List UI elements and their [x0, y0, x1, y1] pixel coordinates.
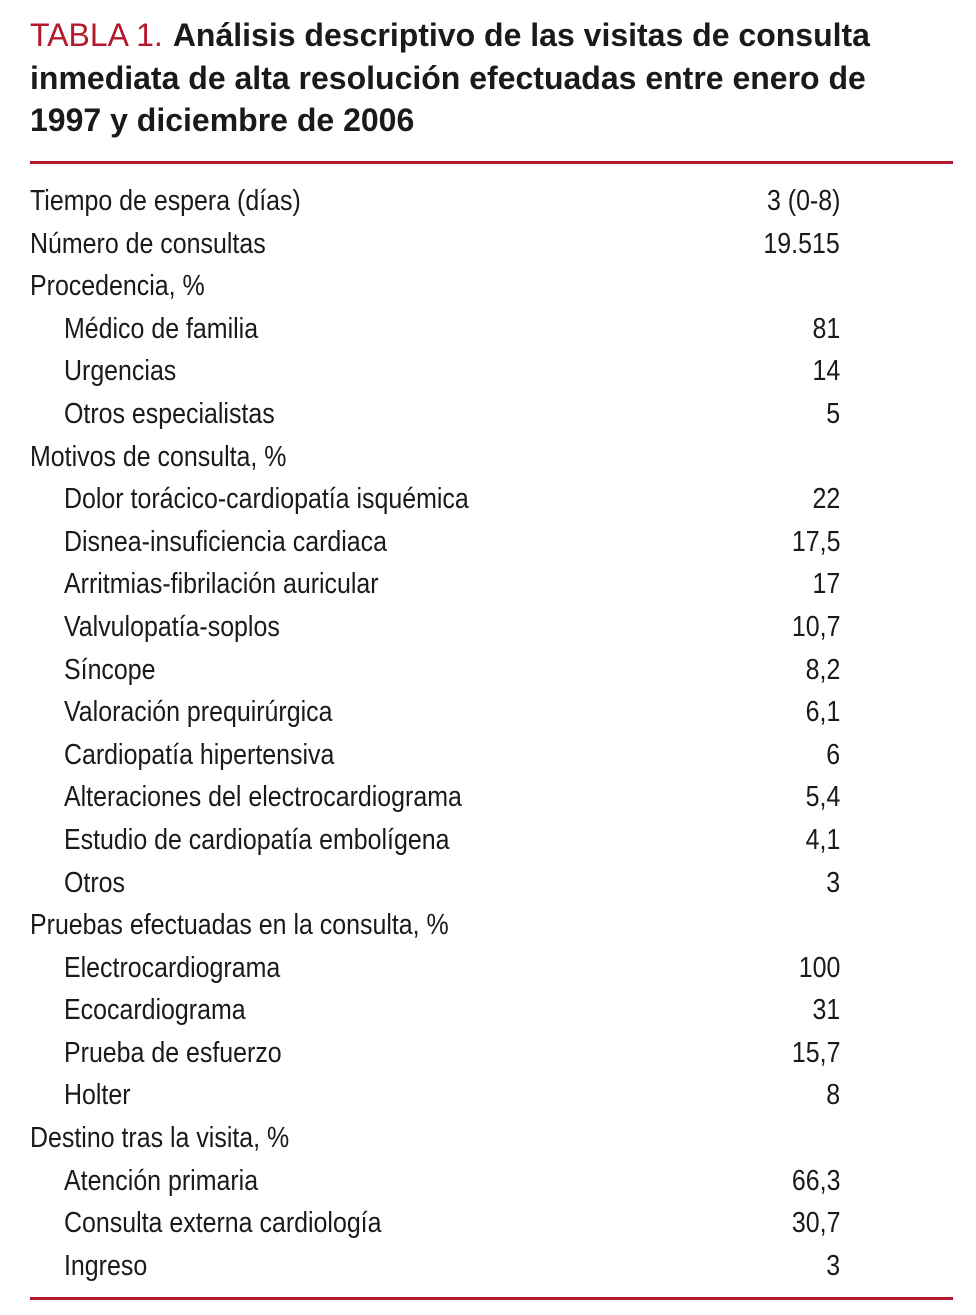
table-title: Análisis descriptivo de las visitas de consulta inmediata de alta resolución efectuadas entre enero de 1997 y diciembre de 2006 [30, 17, 870, 138]
table-label: TABLA 1. [30, 17, 163, 53]
table-row [30, 606, 870, 649]
row-label: Disnea-insuficiencia cardiaca [64, 525, 387, 558]
section-label: Motivos de consulta, % [30, 440, 287, 473]
table-row [30, 989, 870, 1032]
row-value: 66,3 [791, 1164, 840, 1197]
section-label: Destino tras la visita, % [30, 1122, 290, 1155]
row-label: Otros [64, 866, 125, 899]
table-row [30, 734, 870, 777]
section-heading [30, 436, 870, 479]
row-value: 6 [826, 738, 840, 771]
row-label: Estudio de cardiopatía embolígena [64, 823, 450, 856]
row-label: Dolor torácico-cardiopatía isquémica [64, 483, 469, 516]
row-label: Tiempo de espera (días) [30, 185, 301, 217]
row-label: Ingreso [64, 1249, 148, 1282]
table-row [30, 223, 870, 266]
row-value: 17 [812, 568, 840, 601]
top-rule [30, 161, 953, 164]
row-value: 3 [826, 866, 840, 899]
row-value: 22 [812, 483, 840, 516]
row-label: Atención primaria [64, 1164, 259, 1197]
row-value: 8,2 [805, 653, 840, 686]
table-row [30, 393, 870, 436]
table-row [30, 1202, 870, 1245]
table-row [30, 563, 870, 606]
row-value: 5 [826, 397, 840, 430]
row-value: 3 (0-8) [766, 185, 840, 217]
row-label: Cardiopatía hipertensiva [64, 738, 335, 771]
row-label: Consulta externa cardiología [64, 1207, 382, 1240]
table-row [30, 947, 870, 990]
row-value: 81 [812, 312, 840, 345]
row-label: Valoración prequirúrgica [64, 696, 333, 729]
row-value: 30,7 [791, 1207, 840, 1240]
row-value: 14 [812, 355, 840, 388]
table-row [30, 862, 870, 905]
section-heading [30, 904, 870, 947]
table-row [30, 478, 870, 521]
row-value: 10,7 [791, 610, 840, 643]
section-heading [30, 265, 870, 308]
table-row [30, 350, 870, 393]
row-label: Alteraciones del electrocardiograma [64, 781, 462, 814]
row-label: Valvulopatía-soplos [64, 610, 280, 643]
section-label: Procedencia, % [30, 270, 205, 303]
table-row [30, 180, 870, 223]
table-row [30, 1032, 870, 1075]
row-label: Electrocardiograma [64, 951, 281, 984]
table-body [30, 180, 870, 1287]
table-row [30, 691, 870, 734]
row-label: Arritmias-fibrilación auricular [64, 568, 379, 601]
row-value: 4,1 [805, 823, 840, 856]
bottom-rule [30, 1297, 953, 1300]
section-heading [30, 1117, 870, 1160]
row-value: 31 [812, 994, 840, 1027]
table-row [30, 308, 870, 351]
row-label: Holter [64, 1079, 131, 1112]
table-row [30, 819, 870, 862]
row-value: 6,1 [805, 696, 840, 729]
row-value: 8 [826, 1079, 840, 1112]
row-value: 19.515 [763, 227, 840, 260]
table-row [30, 1160, 870, 1203]
row-value: 3 [826, 1249, 840, 1282]
row-label: Número de consultas [30, 227, 266, 260]
row-value: 5,4 [805, 781, 840, 814]
table-row [30, 1245, 870, 1288]
table-row [30, 776, 870, 819]
row-value: 17,5 [791, 525, 840, 558]
row-label: Urgencias [64, 355, 177, 388]
row-value: 15,7 [791, 1036, 840, 1069]
table-row [30, 1074, 870, 1117]
row-label: Médico de familia [64, 312, 259, 345]
table-caption [30, 14, 930, 142]
row-label: Prueba de esfuerzo [64, 1036, 282, 1069]
row-label: Ecocardiograma [64, 994, 246, 1027]
table-row [30, 521, 870, 564]
row-value: 100 [798, 951, 840, 984]
row-label: Síncope [64, 653, 156, 686]
row-label: Otros especialistas [64, 397, 275, 430]
section-label: Pruebas efectuadas en la consulta, % [30, 909, 449, 942]
table-row [30, 649, 870, 692]
